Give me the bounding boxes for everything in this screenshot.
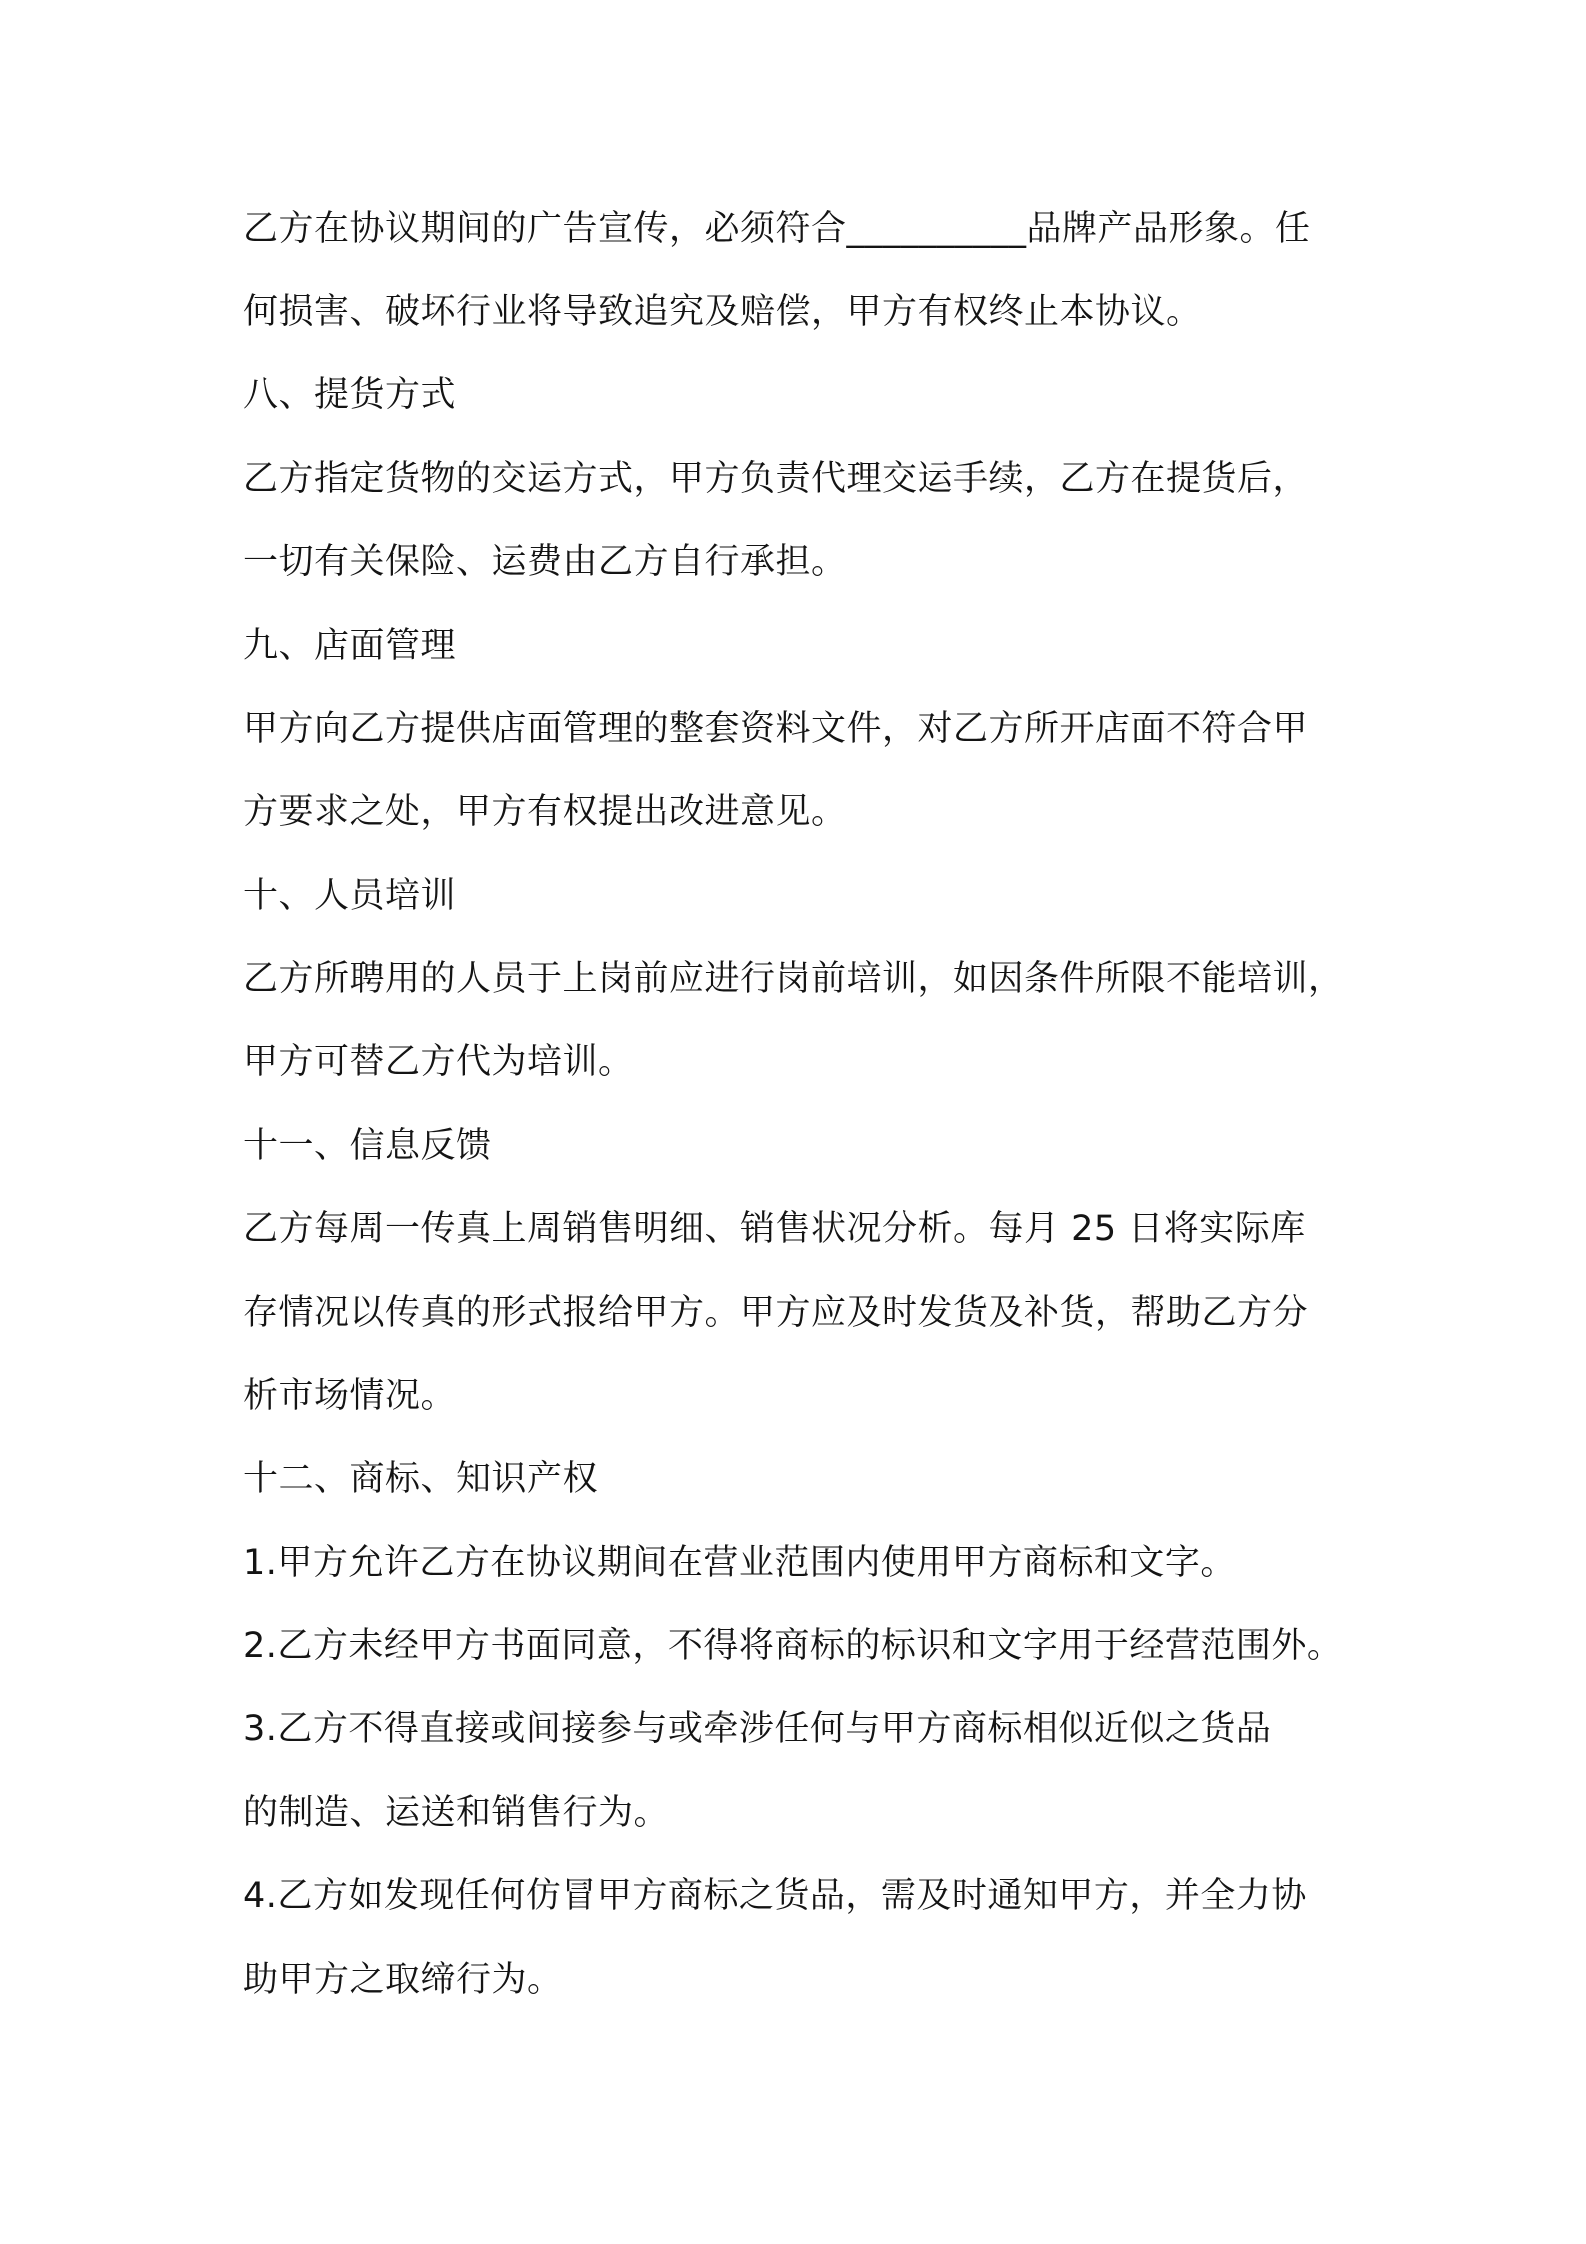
section-heading: 十二、商标、知识产权 xyxy=(243,1459,599,1499)
paragraph-line: 何损害、破坏行业将导致追究及赔偿，甲方有权终止本协议。 xyxy=(243,292,1202,332)
paragraph-line: 乙方所聘用的人员于上岗前应进行岗前培训，如因条件所限不能培训， xyxy=(243,959,1344,999)
section-heading: 十一、信息反馈 xyxy=(243,1126,492,1166)
section-heading: 十、人员培训 xyxy=(243,876,457,916)
paragraph-line: 乙方每周一传真上周销售明细、销售状况分析。每月 25 日将实际库 xyxy=(243,1209,1306,1249)
paragraph-line: 析市场情况。 xyxy=(243,1376,457,1416)
list-item: 4.乙方如发现任何仿冒甲方商标之货品，需及时通知甲方，并全力协 xyxy=(243,1876,1307,1916)
list-item: 3.乙方不得直接或间接参与或牵涉任何与甲方商标相似近似之货品 xyxy=(243,1709,1272,1749)
paragraph-line: 存情况以传真的形式报给甲方。甲方应及时发货及补货，帮助乙方分 xyxy=(243,1293,1309,1333)
paragraph-line: 方要求之处，甲方有权提出改进意见。 xyxy=(243,792,847,832)
section-heading: 八、提货方式 xyxy=(243,375,457,415)
section-heading: 九、店面管理 xyxy=(243,626,457,666)
list-item: 1.甲方允许乙方在协议期间在营业范围内使用甲方商标和文字。 xyxy=(243,1543,1236,1583)
list-item: 2.乙方未经甲方书面同意，不得将商标的标识和文字用于经营范围外。 xyxy=(243,1626,1343,1666)
list-item-continuation: 的制造、运送和销售行为。 xyxy=(243,1793,670,1833)
list-item-continuation: 助甲方之取缔行为。 xyxy=(243,1960,563,2000)
paragraph-line: 乙方指定货物的交运方式，甲方负责代理交运手续，乙方在提货后， xyxy=(243,459,1309,499)
paragraph-line: 乙方在协议期间的广告宣传，必须符合__________品牌产品形象。任 xyxy=(243,209,1311,249)
paragraph-line: 甲方可替乙方代为培训。 xyxy=(243,1042,634,1082)
paragraph-line: 一切有关保险、运费由乙方自行承担。 xyxy=(243,542,847,582)
paragraph-line: 甲方向乙方提供店面管理的整套资料文件，对乙方所开店面不符合甲 xyxy=(243,709,1309,749)
